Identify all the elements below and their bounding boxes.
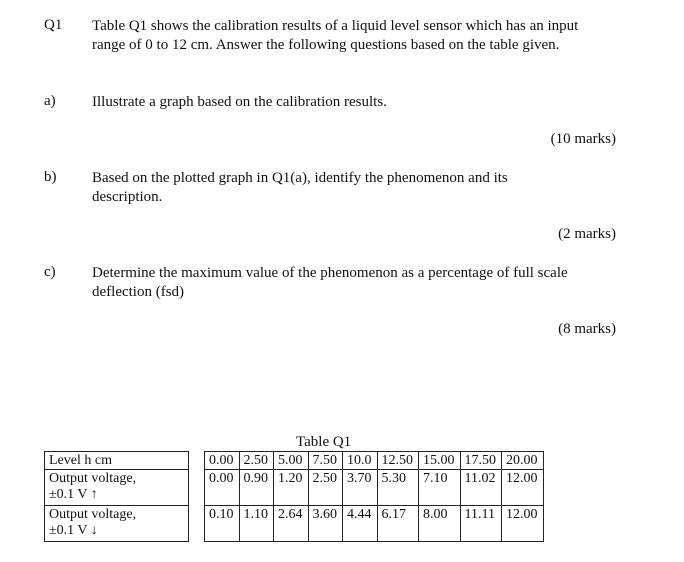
table-cell: 12.00 [502,506,544,542]
table-row [45,470,544,506]
table-row [45,506,544,542]
question-number-b: b) [44,169,57,185]
question-c-line2: deflection (fsd) [92,284,185,300]
row-label-line1: Output voltage, [49,471,137,486]
row-label [45,470,189,506]
table-cell: 0.90 [239,470,274,506]
table-cell: 17.50 [460,452,502,470]
table-cell: 12.50 [377,452,419,470]
row-label-line1: Output voltage, [49,507,137,522]
question-number-q1: Q1 [44,17,63,33]
table-cell: 0.00 [205,470,240,506]
table-row [45,452,544,470]
row-label-line2: ±0.1 V ↑ [49,487,98,502]
calibration-table [44,451,544,542]
table-cell: 2.50 [308,470,343,506]
table-cell: 7.50 [308,452,343,470]
table-cell: 5.00 [274,452,309,470]
marks-b: (2 marks) [558,226,616,242]
question-text-c [92,264,618,302]
table-cell: 11.11 [460,506,502,542]
question-text-b [92,169,618,207]
table-cell: 6.17 [377,506,419,542]
question-text-q1 [92,17,618,55]
table-gap [189,506,205,542]
table-cell: 5.30 [377,470,419,506]
table-cell: 2.64 [274,506,309,542]
row-label [45,452,189,470]
question-q1-line1: Table Q1 shows the calibration results of a liquid level sensor which has an input [92,18,579,34]
marks-a: (10 marks) [550,131,616,147]
question-number-a: a) [44,93,56,109]
table-cell: 15.00 [419,452,461,470]
table-cell: 3.60 [308,506,343,542]
row-label-line2: ±0.1 V ↓ [49,523,98,538]
table-cell: 3.70 [343,470,378,506]
table-cell: 4.44 [343,506,378,542]
table-cell: 7.10 [419,470,461,506]
question-q1-line2: range of 0 to 12 cm. Answer the following questions based on the table given. [92,37,560,53]
table-cell: 0.00 [205,452,240,470]
question-text-a: Illustrate a graph based on the calibration results. [92,94,387,110]
table-cell: 2.50 [239,452,274,470]
question-c-line1: Determine the maximum value of the phenomenon as a percentage of full scale [92,265,568,281]
row-label-line1: Level h cm [49,453,112,468]
table-cell: 1.10 [239,506,274,542]
table-cell: 20.00 [502,452,544,470]
table-gap [189,470,205,506]
question-b-line1: Based on the plotted graph in Q1(a), identify the phenomenon and its [92,170,508,186]
table-cell: 8.00 [419,506,461,542]
row-label [45,506,189,542]
table-cell: 12.00 [502,470,544,506]
table-gap [189,452,205,470]
table-cell: 11.02 [460,470,502,506]
question-b-line2: description. [92,189,163,205]
marks-c: (8 marks) [558,321,616,337]
table-cell: 1.20 [274,470,309,506]
table-title: Table Q1 [296,434,352,450]
table-cell: 10.0 [343,452,378,470]
question-number-c: c) [44,264,56,280]
table-cell: 0.10 [205,506,240,542]
